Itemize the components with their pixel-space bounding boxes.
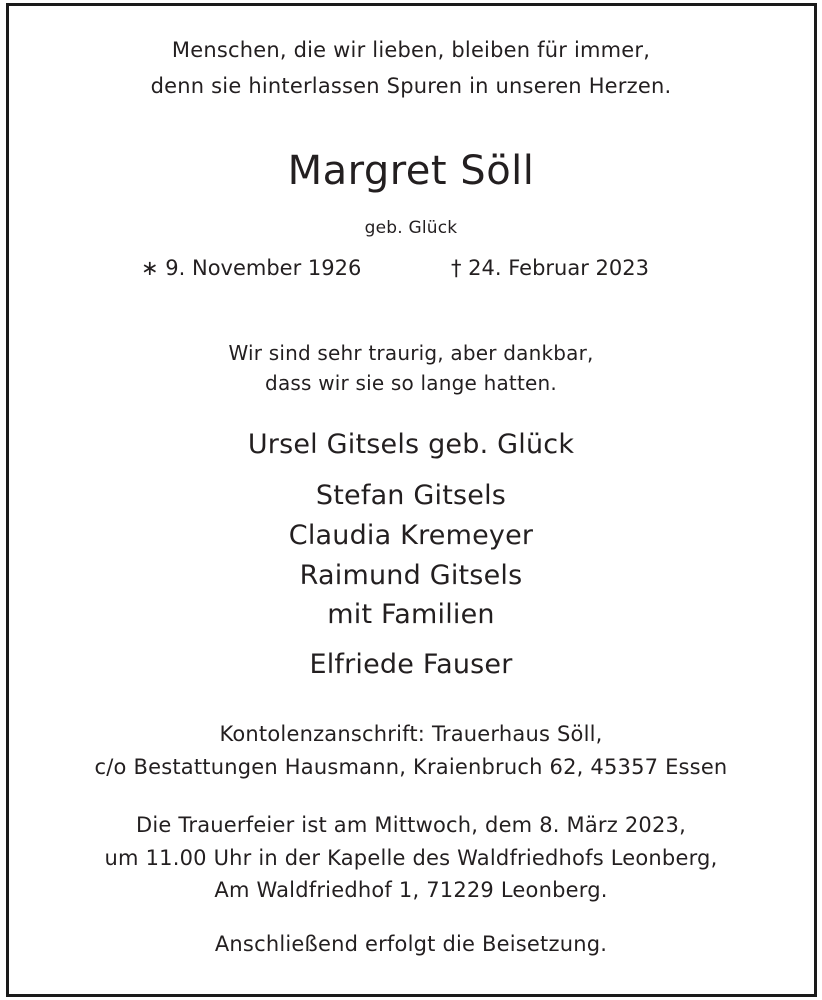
mourner-name: Claudia Kremeyer	[288, 520, 534, 551]
quote-line-2: denn sie hinterlassen Spuren in unseren Herzen.	[150, 74, 672, 98]
deceased-name: Margret Söll	[287, 148, 535, 194]
condolence-line-1: Kontolenzanschrift: Trauerhaus Söll,	[219, 722, 603, 746]
message-line-1: Wir sind sehr traurig, aber dankbar,	[228, 341, 594, 365]
maiden-name: geb. Glück	[364, 218, 458, 238]
mourner-last: Elfriede Fauser	[309, 649, 513, 680]
burial-note: Anschließend erfolgt die Beisetzung.	[214, 932, 608, 956]
quote-line-1: Menschen, die wir lieben, bleiben für immer,	[171, 38, 651, 62]
message-line-2: dass wir sie so lange hatten.	[265, 371, 557, 395]
mourner-name: Stefan Gitsels	[315, 480, 507, 511]
birth-date: ∗ 9. November 1926	[141, 256, 362, 280]
mourner-family: mit Familien	[327, 599, 495, 630]
mourner-primary: Ursel Gitsels geb. Glück	[247, 429, 575, 460]
funeral-line-1: Die Trauerfeier ist am Mittwoch, dem 8. März 2023,	[136, 813, 686, 837]
funeral-line-2: um 11.00 Uhr in der Kapelle des Waldfriedhofs Leonberg,	[104, 846, 718, 870]
mourner-name: Raimund Gitsels	[299, 560, 523, 591]
funeral-line-3: Am Waldfriedhof 1, 71229 Leonberg.	[214, 878, 608, 902]
death-date: † 24. Februar 2023	[451, 256, 649, 280]
condolence-line-2: c/o Bestattungen Hausmann, Kraienbruch 62, 45357 Essen	[94, 755, 728, 779]
